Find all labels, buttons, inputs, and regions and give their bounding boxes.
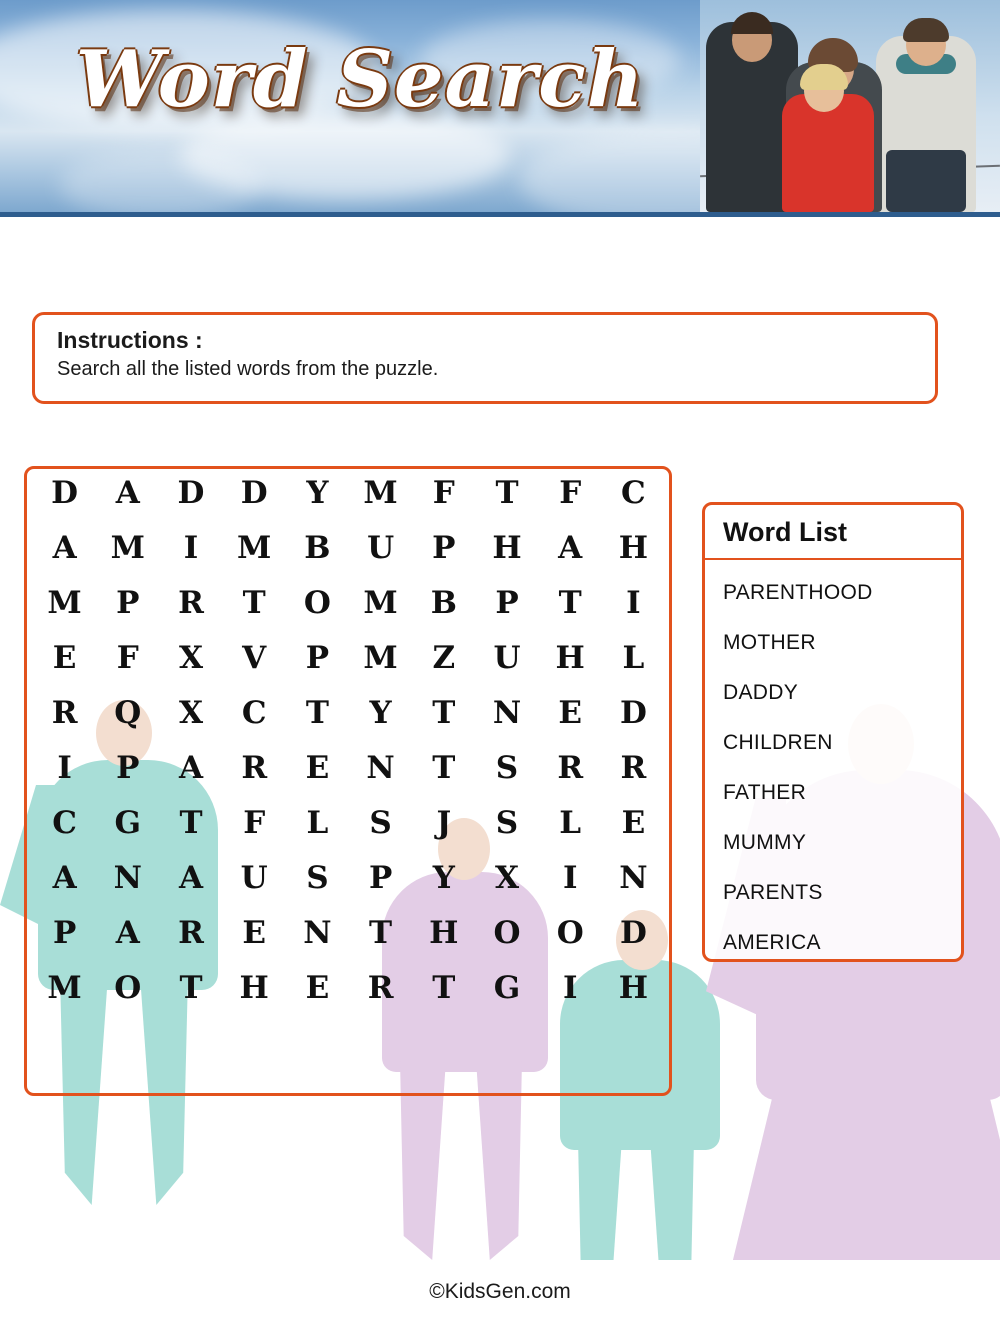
grid-cell[interactable]: P — [432, 530, 456, 566]
grid-cell[interactable]: S — [306, 860, 329, 896]
word-list-title: Word List — [705, 505, 961, 560]
grid-cell[interactable]: T — [305, 695, 329, 731]
grid-cell[interactable]: Y — [306, 475, 329, 511]
word-list-items — [705, 560, 961, 968]
grid-cell[interactable]: E — [621, 805, 646, 841]
grid-cell[interactable]: T — [558, 585, 582, 621]
grid-cell[interactable]: T — [432, 750, 456, 786]
grid-cell[interactable]: M — [237, 530, 272, 566]
word-list-item[interactable]: FATHER — [723, 781, 807, 804]
instructions-heading: Instructions : — [57, 327, 203, 353]
word-list-panel — [702, 502, 964, 962]
photo-boy-hair — [903, 18, 949, 42]
grid-cell[interactable]: M — [363, 640, 398, 676]
grid-cell[interactable]: F — [432, 475, 455, 511]
word-list-item[interactable]: PARENTHOOD — [723, 581, 873, 604]
grid-cell[interactable]: E — [558, 695, 583, 731]
grid-cell[interactable]: O — [303, 585, 331, 621]
grid-cell[interactable]: D — [51, 475, 79, 511]
grid-cell[interactable]: O — [114, 970, 142, 1006]
grid-cell[interactable]: S — [495, 750, 519, 786]
grid-cell[interactable]: E — [305, 970, 330, 1006]
grid-cell[interactable]: P — [52, 915, 77, 951]
grid-cell[interactable]: T — [369, 915, 393, 951]
grid-cell[interactable]: I — [562, 860, 578, 896]
grid-cell[interactable]: G — [493, 970, 521, 1006]
grid-cell[interactable]: T — [432, 970, 456, 1006]
grid-cell[interactable]: T — [179, 970, 203, 1006]
grid-cell[interactable]: V — [242, 640, 267, 676]
silhouette-boy-leg — [578, 1138, 622, 1260]
word-list-item[interactable]: AMERICA — [723, 931, 821, 954]
grid-cell[interactable]: D — [177, 475, 205, 511]
grid-cell[interactable]: E — [52, 640, 77, 676]
page-title: Word Search — [75, 34, 645, 125]
grid-cell[interactable]: U — [493, 640, 521, 676]
grid-cell[interactable]: N — [303, 915, 332, 951]
grid-cell[interactable]: H — [239, 970, 269, 1006]
grid-cell[interactable]: B — [430, 585, 457, 621]
grid-cell[interactable]: M — [47, 970, 82, 1006]
grid-cell[interactable]: S — [495, 805, 519, 841]
grid-cell[interactable]: E — [242, 915, 267, 951]
grid-cell[interactable]: H — [429, 915, 459, 951]
grid-cell[interactable]: C — [621, 475, 646, 511]
puzzle-grid[interactable] — [33, 475, 665, 1006]
grid-cell[interactable]: A — [115, 915, 140, 951]
grid-cell[interactable]: D — [240, 475, 268, 511]
grid-cell[interactable]: R — [367, 970, 394, 1006]
page-header — [0, 0, 1000, 217]
grid-cell[interactable]: R — [178, 915, 204, 951]
grid-cell[interactable]: L — [622, 640, 645, 676]
footer-credit: ©KidsGen.com — [429, 1280, 571, 1303]
grid-cell[interactable]: U — [367, 530, 395, 566]
grid-cell[interactable]: H — [555, 640, 585, 676]
grid-cell[interactable]: T — [179, 805, 203, 841]
grid-cell[interactable]: A — [52, 530, 77, 566]
grid-cell[interactable]: C — [241, 695, 267, 731]
grid-cell[interactable]: D — [619, 915, 647, 951]
grid-cell[interactable]: P — [495, 585, 519, 621]
grid-cell[interactable]: X — [494, 860, 520, 896]
grid-cell[interactable]: I — [57, 750, 72, 786]
grid-cell[interactable]: I — [562, 970, 578, 1006]
grid-cell[interactable]: M — [363, 585, 398, 621]
grid-cell[interactable]: G — [114, 805, 142, 841]
grid-cell[interactable]: T — [495, 475, 519, 511]
grid-cell[interactable]: T — [432, 695, 456, 731]
grid-cell[interactable]: F — [559, 475, 582, 511]
grid-cell[interactable]: N — [619, 860, 648, 896]
grid-cell[interactable]: A — [52, 860, 77, 896]
silhouette-boy-leg — [650, 1138, 694, 1260]
grid-cell[interactable]: D — [619, 695, 647, 731]
word-list-item[interactable]: PARENTS — [723, 881, 823, 904]
grid-cell[interactable]: I — [183, 530, 199, 566]
grid-cell[interactable]: L — [559, 805, 582, 841]
grid-cell[interactable]: C — [52, 805, 77, 841]
grid-cell[interactable]: O — [493, 915, 521, 951]
grid-cell[interactable]: P — [368, 860, 393, 896]
word-list-item[interactable]: MUMMY — [723, 831, 807, 854]
grid-cell[interactable]: A — [115, 475, 140, 511]
grid-cell[interactable]: S — [369, 805, 392, 841]
family-photo — [700, 0, 1000, 212]
photo-boy-legs — [886, 150, 966, 212]
grid-cell[interactable]: E — [305, 750, 330, 786]
grid-cell[interactable]: P — [116, 750, 140, 786]
word-list-item[interactable]: MOTHER — [723, 631, 816, 654]
grid-cell[interactable]: O — [556, 915, 584, 951]
grid-cell[interactable]: R — [557, 750, 584, 786]
grid-cell[interactable]: U — [240, 860, 268, 896]
grid-cell[interactable]: R — [241, 750, 268, 786]
grid-cell[interactable]: H — [618, 530, 649, 566]
word-list-item[interactable]: DADDY — [723, 681, 799, 704]
grid-cell[interactable]: F — [116, 640, 139, 676]
grid-cell[interactable]: R — [51, 695, 78, 731]
grid-cell[interactable]: Q — [114, 695, 142, 731]
grid-cell[interactable]: M — [47, 585, 82, 621]
grid-cell[interactable]: P — [116, 585, 140, 621]
grid-cell[interactable]: A — [178, 750, 204, 786]
grid-cell[interactable]: A — [558, 530, 583, 566]
grid-cell[interactable]: M — [110, 530, 145, 566]
grid-cell[interactable]: X — [178, 640, 204, 676]
grid-cell[interactable]: T — [242, 585, 266, 621]
grid-cell[interactable]: N — [492, 695, 522, 731]
instructions-box — [32, 312, 938, 404]
grid-cell[interactable]: X — [178, 695, 204, 731]
grid-cell[interactable]: L — [306, 805, 329, 841]
grid-cell[interactable]: H — [618, 970, 649, 1006]
grid-cell[interactable]: M — [363, 475, 398, 511]
word-list-item[interactable]: CHILDREN — [723, 731, 833, 754]
grid-cell[interactable]: Z — [432, 640, 456, 676]
grid-cell[interactable]: R — [178, 585, 204, 621]
grid-cell[interactable]: A — [178, 860, 204, 896]
grid-cell[interactable]: P — [305, 640, 330, 676]
grid-cell[interactable]: B — [304, 530, 331, 566]
grid-cell[interactable]: I — [626, 585, 641, 621]
grid-cell[interactable]: Y — [369, 695, 392, 731]
grid-cell[interactable]: N — [113, 860, 142, 896]
instructions-text: Search all the listed words from the puzzle. — [57, 358, 439, 380]
grid-cell[interactable]: J — [436, 805, 452, 841]
grid-cell[interactable]: Y — [432, 860, 455, 896]
grid-cell[interactable]: F — [243, 805, 266, 841]
grid-cell[interactable]: R — [620, 750, 647, 786]
grid-cell[interactable]: H — [492, 530, 522, 566]
cloud-decoration — [60, 150, 260, 217]
photo-child — [782, 94, 874, 212]
grid-cell[interactable]: N — [366, 750, 395, 786]
